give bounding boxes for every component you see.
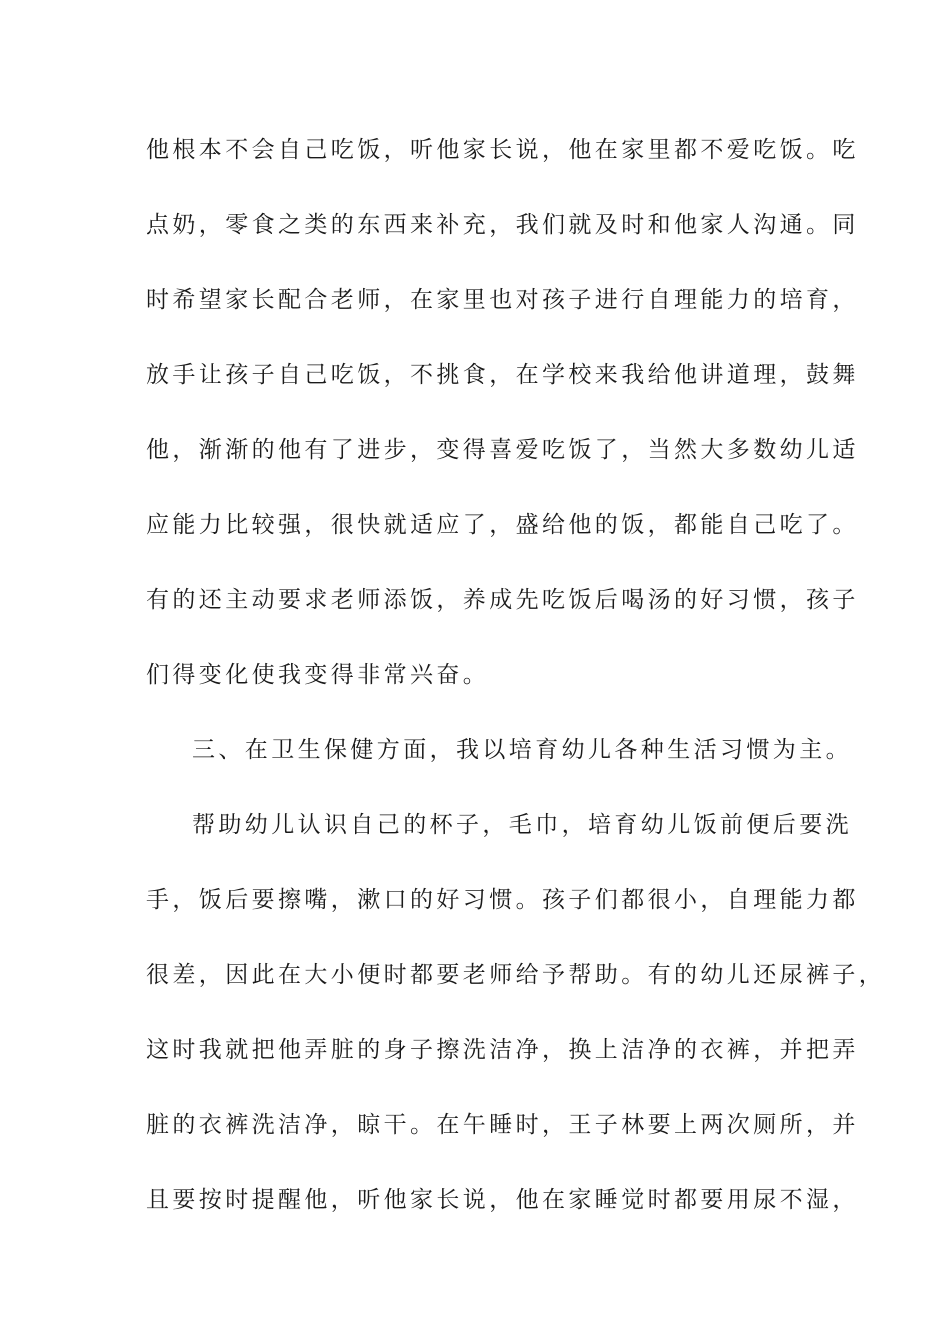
text-line: 这时我就把他弄脏的身子擦洗洁净，换上洁净的衣裤，并把弄 xyxy=(146,1037,859,1063)
paragraph-first-line: 帮助幼儿认识自己的杯子，毛巾，培育幼儿饭前便后要洗 xyxy=(192,812,852,838)
text-line: 放手让孩子自己吃饭，不挑食，在学校来我给他讲道理，鼓舞 xyxy=(146,362,859,388)
text-line: 手，饭后要擦嘴，漱口的好习惯。孩子们都很小，自理能力都 xyxy=(146,887,859,913)
section-heading: 三、在卫生保健方面，我以培育幼儿各种生活习惯为主。 xyxy=(192,737,852,763)
text-line: 他根本不会自己吃饭，听他家长说，他在家里都不爱吃饭。吃 xyxy=(146,137,859,163)
text-line: 时希望家长配合老师，在家里也对孩子进行自理能力的培育， xyxy=(146,287,859,313)
text-line: 很差，因此在大小便时都要老师给予帮助。有的幼儿还尿裤子， xyxy=(146,962,886,988)
text-line: 且要按时提醒他，听他家长说，他在家睡觉时都要用尿不湿， xyxy=(146,1187,859,1213)
text-line: 有的还主动要求老师添饭，养成先吃饭后喝汤的好习惯，孩子 xyxy=(146,587,859,613)
text-line: 应能力比较强，很快就适应了，盛给他的饭，都能自己吃了。 xyxy=(146,512,859,538)
text-line: 脏的衣裤洗洁净，晾干。在午睡时，王子林要上两次厕所，并 xyxy=(146,1112,859,1138)
text-line: 点奶，零食之类的东西来补充，我们就及时和他家人沟通。同 xyxy=(146,212,859,238)
text-line: 他，渐渐的他有了进步，变得喜爱吃饭了，当然大多数幼儿适 xyxy=(146,437,859,463)
text-line: 们得变化使我变得非常兴奋。 xyxy=(146,662,490,688)
